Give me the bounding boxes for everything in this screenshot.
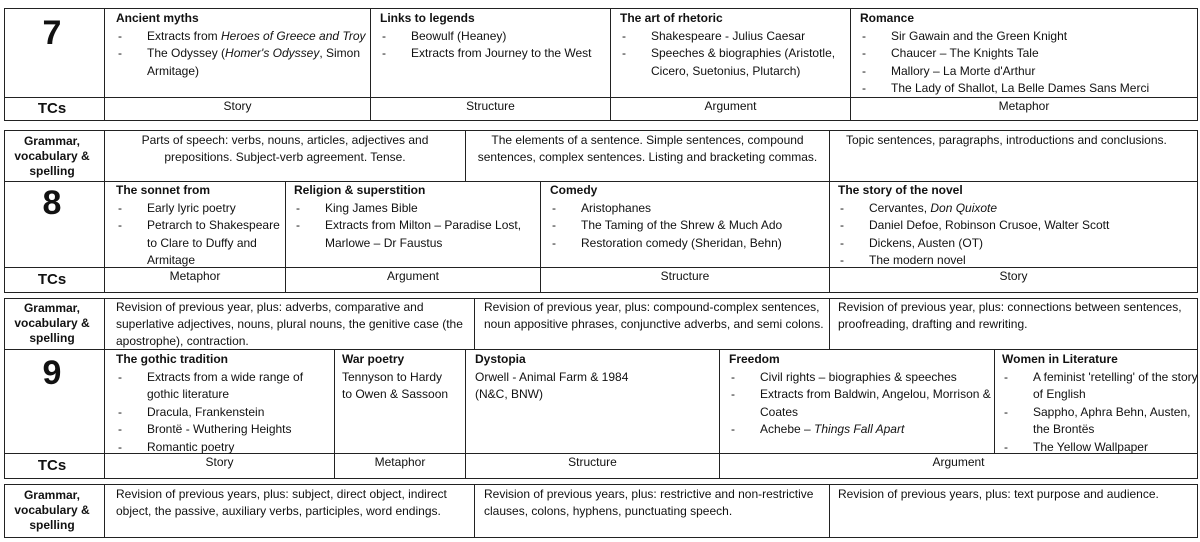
topic-title: Freedom [729,352,780,366]
topic-story-of-novel [838,182,1196,270]
list-item: - Early lyric poetry [116,200,282,218]
topic-religion-superstition [294,182,536,252]
list-item: - Civil rights – biographies & speeches [729,369,991,387]
tc-cell: Story [223,99,252,113]
topic-title: Links to legends [380,11,475,25]
tcs-label: TCs [37,100,67,117]
topic-title: Religion & superstition [294,183,426,197]
year-number: 7 [42,14,62,52]
list-item: - Extracts from Heroes of Greece and Troy [116,28,366,46]
list-item: - Cervantes, Don Quixote [838,200,1196,218]
column-divider [994,349,995,454]
list-item: - Romantic poetry [116,439,330,457]
tc-cell: Metaphor [998,99,1050,113]
grammar-text: Revision of previous year, plus: connections between sentences, proofreading, drafting and rewriting. [838,300,1182,331]
grammar-text: Revision of previous year, plus: compound-complex sentences, noun appositive phrases, conjunctive adverbs, and semi colons. [484,300,824,331]
list-item: - Sappho, Aphra Behn, Austen, the Brontës [1002,404,1198,439]
list-item: - Aristophanes [550,200,826,218]
tc-cell: Structure [660,269,710,283]
year-number: 8 [42,184,62,222]
column-divider [474,298,475,350]
list-item: - Shakespeare - Julius Caesar [620,28,846,46]
column-divider [465,130,466,182]
list-item: - Dickens, Austen (OT) [838,235,1196,253]
grammar-text: Revision of previous years, plus: restrictive and non-restrictive clauses, colons, hyphens, punctuating speech. [484,487,814,518]
topic-title: The art of rhetoric [620,11,723,25]
topic-line: Tennyson to Hardy [342,369,443,384]
tc-cell: Structure [466,99,515,113]
topic-title: Women in Literature [1002,352,1118,366]
grammar-text: The elements of a sentence. Simple sentences, compound sentences, complex sentences. Listing and bracketing commas. [477,133,818,164]
column-divider [104,298,105,350]
list-item: - Achebe – Things Fall Apart [729,421,991,439]
topic-sonnet [116,182,282,270]
topic-line: Orwell - Animal Farm & 1984 [475,369,629,384]
list-item: - Mallory – La Morte d'Arthur [860,63,1196,81]
topic-ancient-myths [116,10,366,80]
list-item: - The Taming of the Shrew & Much Ado [550,217,826,235]
tc-cell: Metaphor [169,269,221,283]
list-item: - Beowulf (Heaney) [380,28,606,46]
grammar-label: Grammar, vocabulary & spelling [14,488,90,532]
grammar-text: Revision of previous year, plus: adverbs, comparative and superlative adjectives, nouns, plural nouns, the genitive case (the apostrophe), contraction. [116,300,463,348]
tc-cell: Structure [568,455,617,469]
column-divider [474,484,475,538]
grammar-label: Grammar, vocabulary & spelling [14,134,90,178]
grammar-text: Revision of previous years, plus: subject, direct object, indirect object, the passive, auxiliary verbs, participles, word endings. [116,487,447,518]
tc-cell: Argument [386,269,440,283]
list-item: - Extracts from Journey to the West [380,45,606,63]
list-item: - Extracts from a wide range of gothic literature [116,369,330,404]
tcs-label: TCs [37,271,67,288]
topic-romance [860,10,1196,98]
tc-cell: Metaphor [374,455,426,469]
topic-women-in-literature [1002,351,1198,456]
topic-comedy [550,182,826,252]
list-item: - Chaucer – The Knights Tale [860,45,1196,63]
grammar-text: Topic sentences, paragraphs, introductions and conclusions. [846,133,1167,147]
topic-title: The sonnet from [116,183,211,197]
list-item: - King James Bible [294,200,536,218]
list-item: - Sir Gawain and the Green Knight [860,28,1196,46]
list-item: - Speeches & biographies (Aristotle, Cicero, Suetonius, Plutarch) [620,45,846,80]
topic-title: The gothic tradition [116,352,228,366]
topic-links-to-legends [380,10,606,63]
column-divider [829,130,830,182]
tc-cell: Story [205,455,234,469]
topic-title: Romance [860,11,915,25]
column-divider [104,484,105,538]
topic-dystopia [475,351,715,404]
topic-war-poetry [342,351,462,404]
column-divider [829,298,830,350]
list-item: - Dracula, Frankenstein [116,404,330,422]
tc-cell: Story [999,269,1028,283]
grammar-text: Revision of previous years, plus: text purpose and audience. [838,487,1159,501]
tc-cell: Argument [704,99,757,113]
topic-title: War poetry [342,352,405,366]
topic-title: Ancient myths [116,11,199,25]
list-item: - The modern novel [838,252,1196,270]
list-item: - Extracts from Baldwin, Angelou, Morrison & Coates [729,386,991,421]
tc-cell: Argument [932,455,985,469]
grammar-label: Grammar, vocabulary & spelling [14,301,90,345]
topic-title: The story of the novel [838,183,963,197]
topic-gothic-tradition [116,351,330,456]
topic-title: Comedy [550,183,598,197]
column-divider [829,484,830,538]
column-divider [104,130,105,182]
list-item: - Brontë - Wuthering Heights [116,421,330,439]
list-item: - Daniel Defoe, Robinson Crusoe, Walter Scott [838,217,1196,235]
topic-line: to Owen & Sassoon [342,387,449,401]
list-item: - Restoration comedy (Sheridan, Behn) [550,235,826,253]
list-item: - Extracts from Milton – Paradise Lost, Marlowe – Dr Faustus [294,217,536,252]
tcs-label: TCs [37,457,67,474]
list-item: - The Lady of Shallot, La Belle Dames Sans Merci [860,80,1196,98]
grammar-text: Parts of speech: verbs, nouns, articles, adjectives and prepositions. Subject-verb agreement. Tense. [141,133,429,164]
list-item: - A feminist 'retelling' of the story of English [1002,369,1198,404]
list-item: - The Odyssey (Homer's Odyssey, Simon Armitage) [116,45,366,80]
list-item: - The Yellow Wallpaper [1002,439,1198,457]
topic-freedom [729,351,991,439]
year-number: 9 [42,354,62,392]
topic-line: (N&C, BNW) [475,387,543,401]
topic-art-of-rhetoric [620,10,846,80]
list-item: - Petrarch to Shakespeare to Clare to Duffy and Armitage [116,217,282,270]
topic-title: Dystopia [475,352,526,366]
